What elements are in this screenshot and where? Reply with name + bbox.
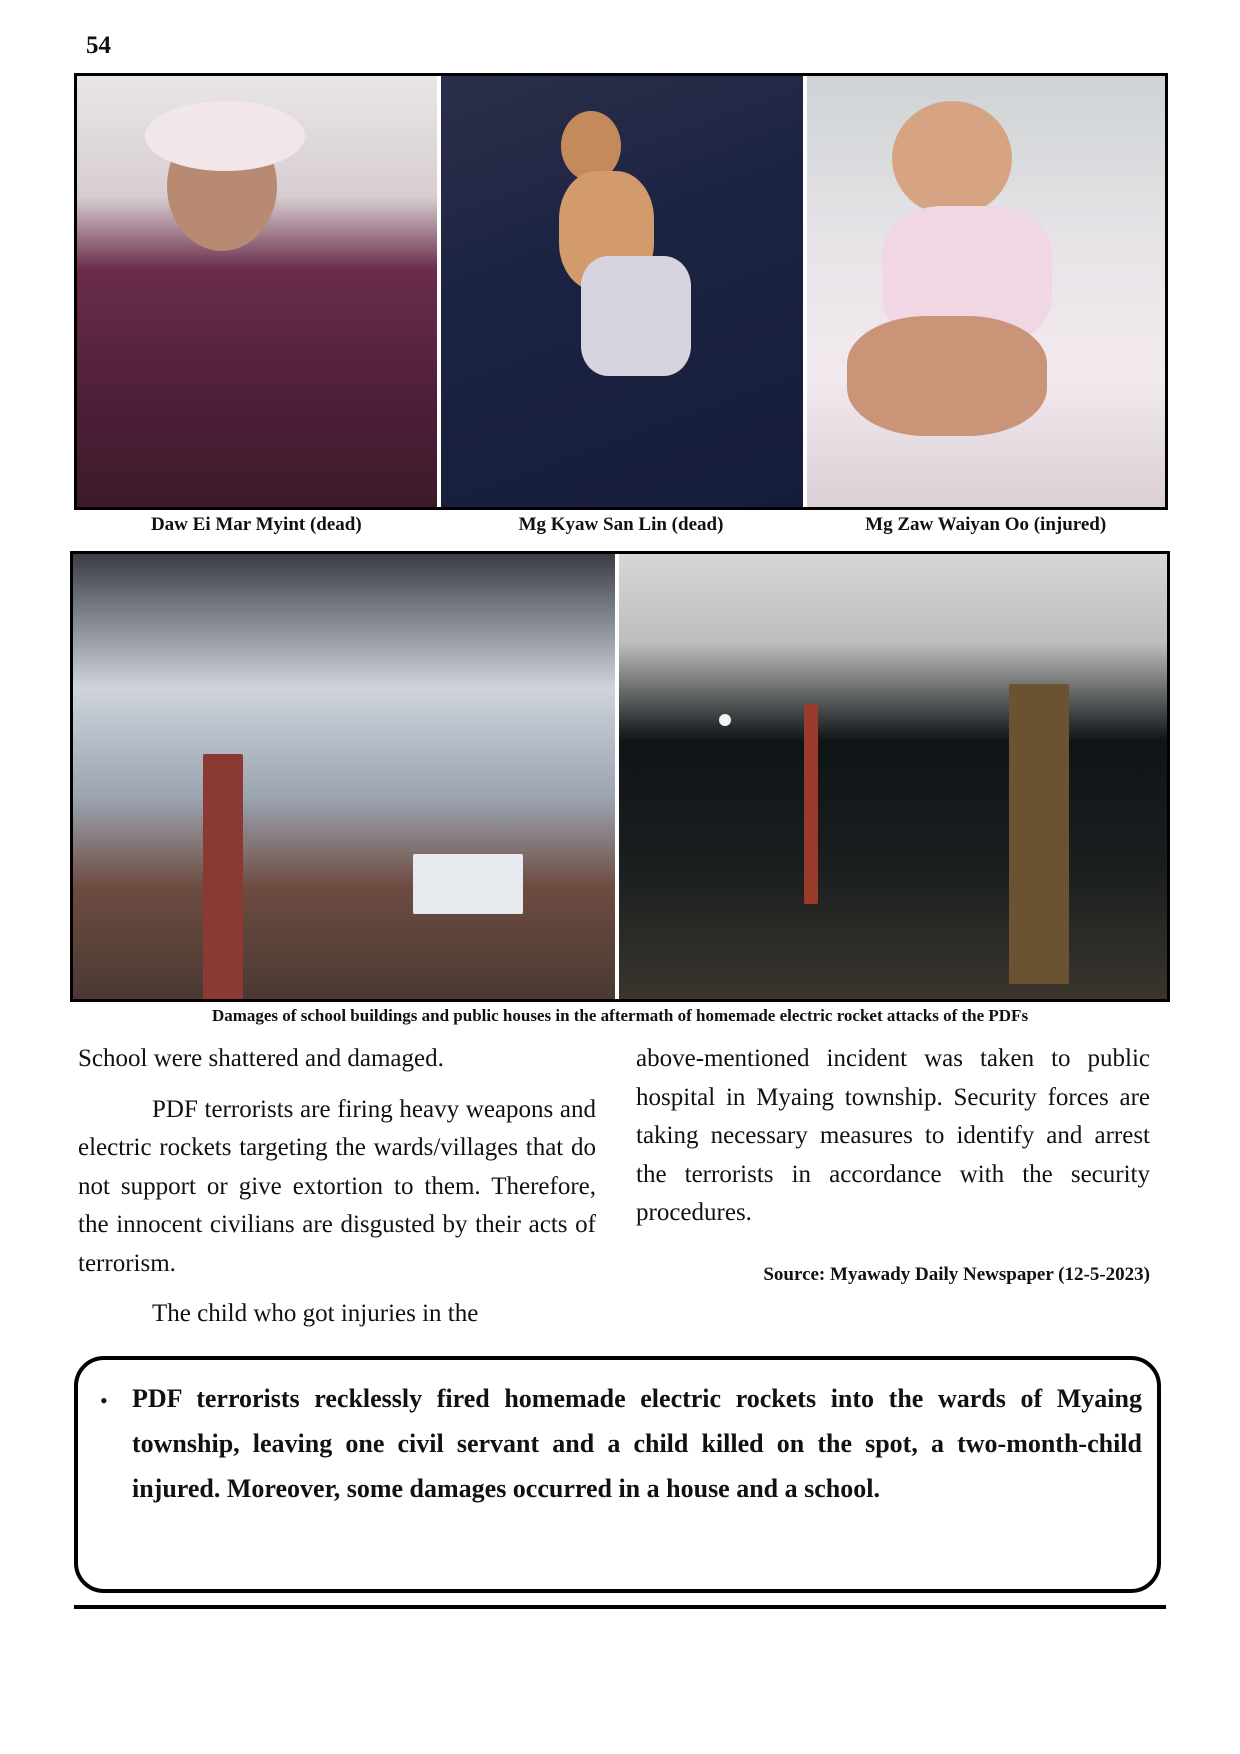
paragraph: above-mentioned incident was taken to public hospital in Myaing township. Security forces are taking necessary measures to identify and arrest the terrorists in accordance with the security procedures. — [636, 1045, 1150, 1226]
damage-photo-strip — [70, 551, 1170, 1002]
source-citation: Source: Myawady Daily Newspaper (12-5-2023) — [763, 1264, 1150, 1285]
photo-caption: Mg Kyaw San Lin (dead) — [518, 514, 724, 535]
victim-photo-strip — [74, 73, 1168, 510]
victim-photo-woman — [77, 76, 437, 507]
bullet-icon: • — [100, 1388, 108, 1413]
article-column-left — [78, 1040, 596, 1334]
victim-captions — [74, 514, 1168, 536]
photo-caption: Mg Zaw Waiyan Oo (injured) — [865, 514, 1107, 535]
bottom-rule — [74, 1605, 1166, 1609]
summary-text: PDF terrorists recklessly fired homemade electric rockets into the wards of Myaing township, leaving one civil servant and a child killed on the spot, a two-month-child injured. Moreover, some damages occurred in a house and a school. — [132, 1384, 1142, 1503]
damage-photo-caption: Damages of school buildings and public houses in the aftermath of homemade electric rocket attacks of the PDFs — [211, 1006, 1029, 1025]
page-number: 54 — [86, 32, 111, 59]
damaged-corridor-photo — [615, 554, 1167, 999]
paragraph: The child who got injuries in the — [152, 1300, 479, 1327]
paragraph: PDF terrorists are firing heavy weapons and electric rockets targeting the wards/villages that do not support or give extortion to them. Therefore, the innocent civilians are disgusted by their acts of terrorism. — [78, 1095, 596, 1277]
article-column-right — [636, 1040, 1150, 1233]
victim-photo-infant — [803, 76, 1165, 507]
photo-caption: Daw Ei Mar Myint (dead) — [150, 514, 362, 535]
paragraph: School were shattered and damaged. — [78, 1045, 444, 1072]
victim-photo-child — [437, 76, 803, 507]
damaged-roof-photo — [73, 554, 615, 999]
summary-box — [74, 1356, 1161, 1593]
